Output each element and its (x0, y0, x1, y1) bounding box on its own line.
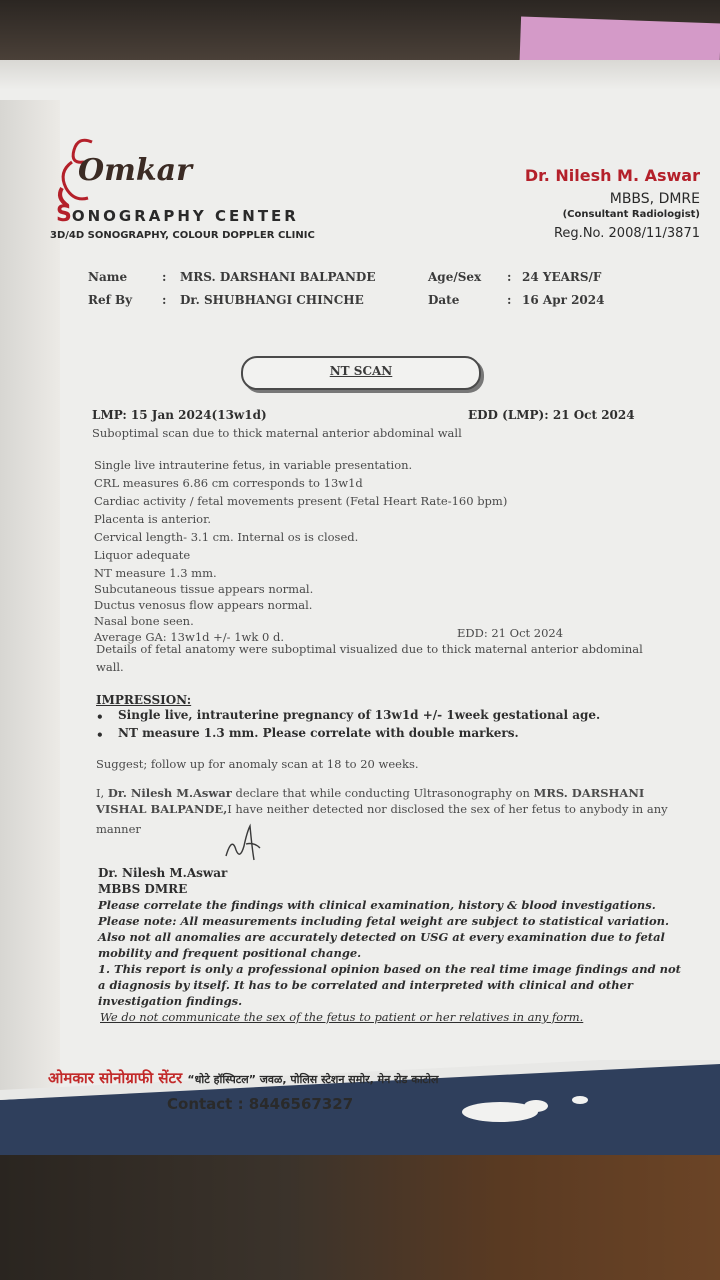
lmp: LMP: 15 Jan 2024(13w1d) (92, 408, 267, 422)
clinic-name: SONOGRAPHY CENTER (56, 202, 299, 227)
note: Please correlate the findings with clinical examination, history & blood investigations. (98, 898, 656, 912)
referring-doctor: Dr. SHUBHANGI CHINCHE (180, 293, 364, 307)
doctor-registration: Reg.No. 2008/11/3871 (553, 226, 700, 241)
finding: Liquor adequate (94, 548, 191, 562)
note: a diagnosis by itself. It has to be correlated and interpreted with clinical and other (98, 978, 633, 992)
sex-disclosure-notice: We do not communicate the sex of the fetus to patient or her relatives in any form. (100, 1010, 584, 1024)
clinic-logo-wordmark: Omkar (78, 153, 192, 188)
impression-item: NT measure 1.3 mm. Please correlate with double markers. (118, 726, 519, 740)
suggestion: Suggest; follow up for anomaly scan at 18 to 20 weeks. (96, 757, 419, 771)
finding: Single live intrauterine fetus, in variable presentation. (94, 458, 413, 472)
finding: NT measure 1.3 mm. (94, 566, 217, 580)
name-label: Name (88, 270, 128, 284)
doctor-role: (Consultant Radiologist) (562, 209, 700, 220)
details-note: Details of fetal anatomy were suboptimal visualized due to thick maternal anterior abdominal (96, 642, 643, 656)
report-date: 16 Apr 2024 (522, 293, 605, 307)
finding: Cardiac activity / fetal movements present (Fetal Heart Rate-160 bpm) (94, 494, 508, 508)
note: 1. This report is only a professional opinion based on the real time image findings and not (98, 962, 681, 976)
finding: CRL measures 6.86 cm corresponds to 13w1d (94, 476, 363, 490)
clinic-tagline: 3D/4D SONOGRAPHY, COLOUR DOPPLER CLINIC (50, 230, 315, 241)
note: mobility and frequent positional change. (98, 946, 362, 960)
doctor-name: Dr. Nilesh M. Aswar (524, 166, 700, 185)
finding: Cervical length- 3.1 cm. Internal os is closed. (94, 530, 359, 544)
signature-icon (222, 820, 272, 870)
declaration-line1: I, Dr. Nilesh M.Aswar declare that while conducting Ultrasonography on MRS. DARSHANI (96, 786, 645, 800)
declaration-line2: VISHAL BALPANDE,I have neither detected nor disclosed the sex of her fetus to anybody in any (96, 802, 668, 816)
finding: Placenta is anterior. (94, 512, 211, 526)
edd-lmp: EDD (LMP): 21 Oct 2024 (468, 408, 635, 422)
edd: EDD: 21 Oct 2024 (457, 626, 564, 640)
scan-title: NT SCAN (329, 364, 393, 378)
finding: Ductus venosus flow appears normal. (94, 598, 313, 612)
patient-age-sex: 24 YEARS/F (522, 270, 602, 284)
patient-name: MRS. DARSHANI BALPANDE (180, 270, 376, 284)
note: Also not all anomalies are accurately detected on USG at every examination due to fetal (98, 930, 665, 944)
footer-clinic-hindi: ओमकार सोनोग्राफी सेंटर “धोटे हॉस्पिटल” जवळ, पोलिस स्टेशन समोर, मेन रोड काटोल (48, 1069, 439, 1087)
declaration-line3: manner (96, 822, 141, 836)
date-label: Date (428, 293, 460, 307)
details-note-cont: wall. (96, 660, 124, 674)
signatory-degree: MBBS DMRE (98, 882, 188, 896)
report-page: Omkar SONOGRAPHY CENTER 3D/4D SONOGRAPHY, COLOUR DOPPLER CLINIC Dr. Nilesh M. Aswar MBBS, DMRE (Consultant Radiologist) Reg.No. 2008/11/3871 Name : MRS. DARSHANI BALPANDE Age/Sex : 24 YEARS/F Ref By : Dr. SHUBHANGI CHINCHE Date : 16 Apr 2024 NT SCAN LMP: 15 Jan 2024(13w1d) EDD (LMP): 21 Oct 2024 Suboptimal scan due to thick maternal anterior abdominal wall Single live intrauterine fetus, in variable presentation. CRL measures 6.86 cm corresponds to 13w1d Cardiac activity / fetal movements present (Fetal Heart Rate-160 bpm) Placenta is anterior. Cervical length- 3.1 cm. Internal os is closed. Liquor adequate NT measure 1.3 mm. Subcutaneous tissue appears normal. Ductus venosus flow appears normal. Nasal bone seen. Average GA: 13w1d +/- 1wk 0 d. EDD: 21 Oct 2024 Details of fetal anatomy were suboptimal visualized due to thick maternal anterior abdominal wall. IMPRESSION: • Single live, intrauterine pregnancy of 13w1d +/- 1week gestational age. • NT measure 1.3 mm. Please correlate with double markers. Suggest; follow up for anomaly scan at 18 to 20 weeks. I, Dr. Nilesh M.Aswar declare that while conducting Ultrasonography on MRS. DARSHANI VISHAL BALPANDE,I have neither detected nor disclosed the sex of her fetus to anybody in any manner Dr. Nilesh M.Aswar MBBS DMRE Please correlate the findings with clinical examination, history & blood investigations. Please note: All measurements including fetal weight are subject to statistical variation. Also not all anomalies are accurately detected on USG at every examination due to fetal mobility and frequent positional change. 1. This report is only a professional opinion based on the real time image findings and not a diagnosis by itself. It has to be correlated and interpreted with clinical and other investigation findings. We do not communicate the sex of the fetus to patient or her relatives in any form. ओमकार सोनोग्राफी सेंटर “धोटे हॉस्पिटल” जवळ, पोलिस स्टेशन समोर, मेन रोड काटोल Contact : 8446567327 (0, 60, 720, 1155)
ref-by-label: Ref By (88, 293, 133, 307)
background-floor (0, 1150, 720, 1280)
impression-title: IMPRESSION: (96, 693, 192, 707)
age-sex-label: Age/Sex (428, 270, 482, 284)
finding: Subcutaneous tissue appears normal. (94, 582, 314, 596)
suboptimal-note: Suboptimal scan due to thick maternal anterior abdominal wall (92, 426, 462, 440)
signatory-name: Dr. Nilesh M.Aswar (98, 866, 228, 880)
scan-title-box (241, 356, 481, 390)
average-ga: Average GA: 13w1d +/- 1wk 0 d. (94, 630, 284, 644)
note: investigation findings. (98, 994, 243, 1008)
doctor-degree: MBBS, DMRE (609, 191, 700, 207)
note: Please note: All measurements including fetal weight are subject to statistical variation. (98, 914, 670, 928)
finding: Nasal bone seen. (94, 614, 194, 628)
impression-item: Single live, intrauterine pregnancy of 13w1d +/- 1week gestational age. (118, 708, 601, 722)
contact-number: Contact : 8446567327 (167, 1095, 354, 1113)
